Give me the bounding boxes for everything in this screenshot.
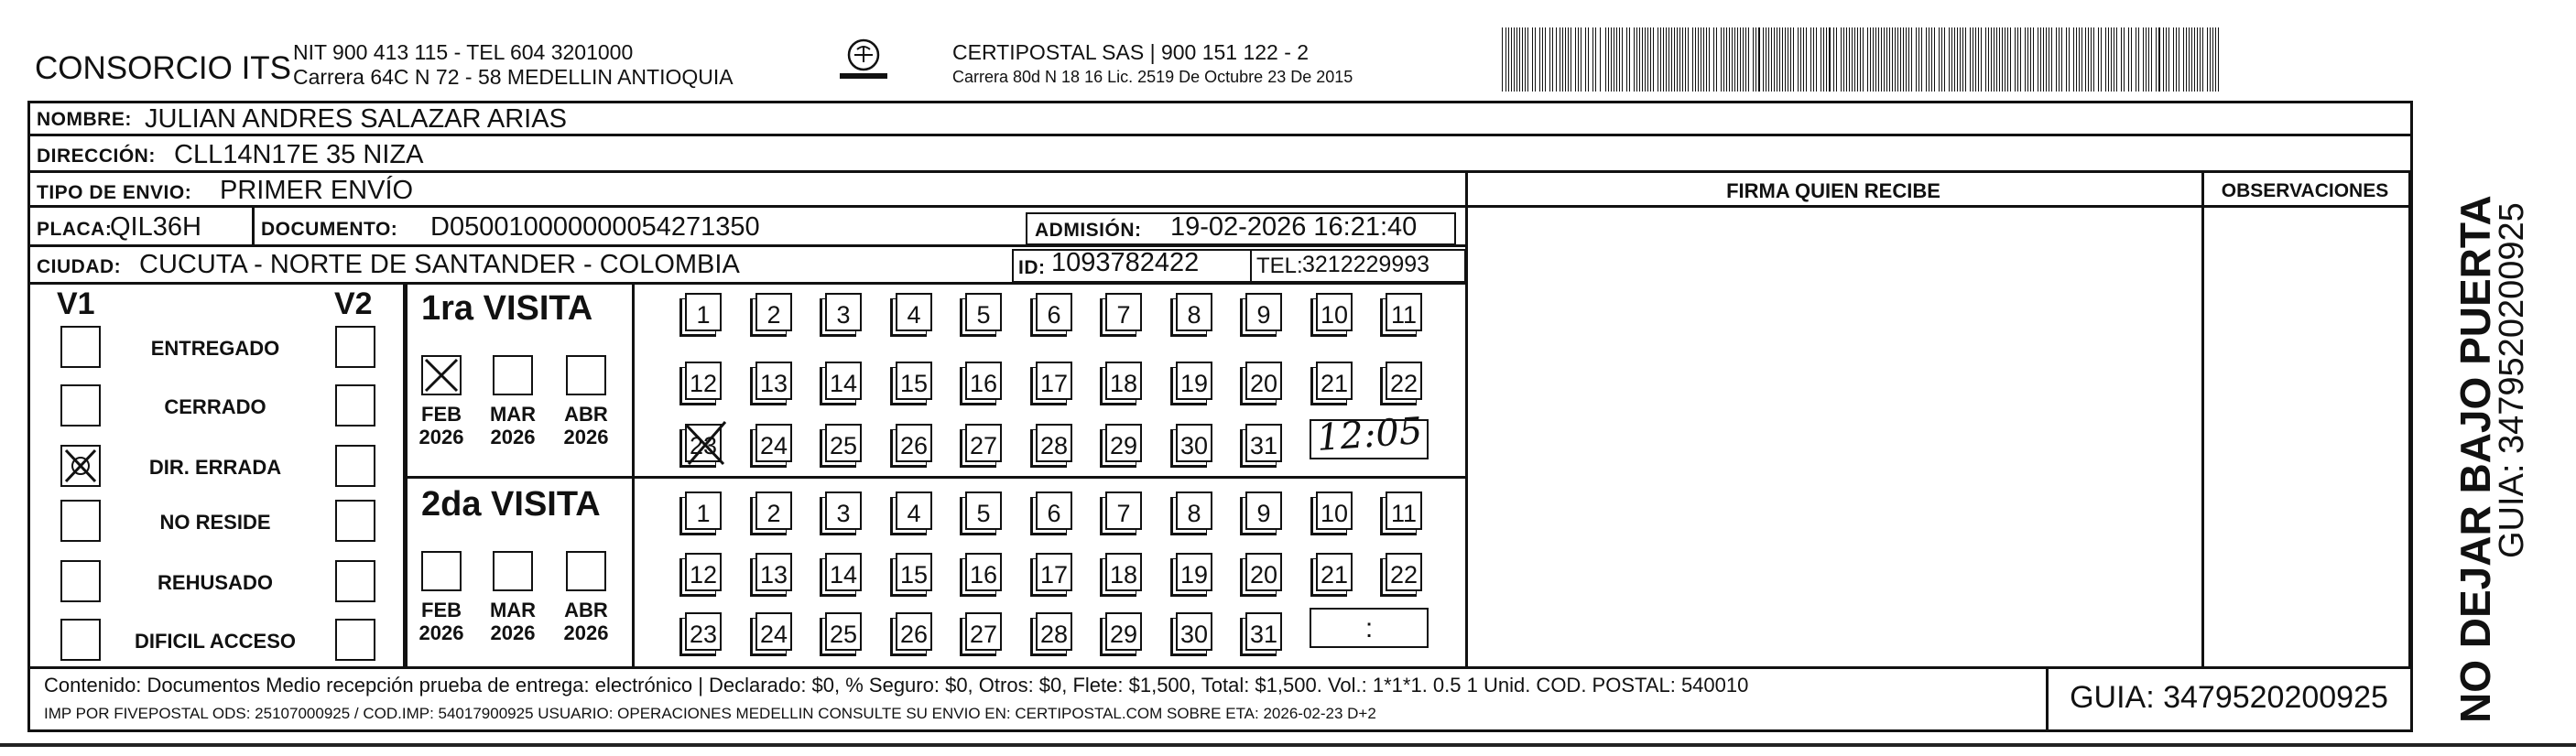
certipostal-logo	[829, 37, 898, 88]
month-name: FEB	[421, 599, 462, 621]
day-number: 21	[1320, 370, 1349, 397]
carrier-name: CERTIPOSTAL SAS | 900 151 122 - 2	[952, 40, 1310, 64]
day-number: 22	[1389, 561, 1418, 589]
second-visit-day-box[interactable]	[1036, 553, 1072, 591]
page-edge	[0, 743, 2576, 747]
first-visit-month-label	[485, 403, 540, 449]
day-number: 2	[766, 301, 781, 329]
admision-value: 19-02-2026 16:21:40	[1170, 212, 1418, 242]
day-number: 2	[766, 500, 781, 527]
day-number: 31	[1249, 621, 1278, 648]
day-number: 7	[1116, 500, 1131, 527]
documento-value: D050010000000054271350	[430, 212, 760, 242]
second-visit-day-box[interactable]	[755, 553, 792, 591]
month-name: FEB	[421, 403, 462, 426]
id-label: ID:	[1018, 257, 1046, 278]
first-visit-day-box[interactable]	[896, 424, 932, 462]
second-visit-day-box[interactable]	[1316, 553, 1353, 591]
status-option-label: NO RESIDE	[159, 511, 271, 534]
second-visit-day-box[interactable]	[755, 491, 792, 530]
second-visit-month-checkbox-abr[interactable]	[566, 551, 606, 591]
day-number: 17	[1039, 370, 1069, 397]
day-number: 14	[829, 561, 858, 589]
day-number: 18	[1109, 561, 1138, 589]
day-number: 13	[759, 370, 788, 397]
day-number: 9	[1256, 301, 1271, 329]
month-year: 2026	[563, 426, 609, 449]
day-number: 8	[1187, 500, 1201, 527]
first-visit-day-box[interactable]	[755, 362, 792, 400]
day-number: 27	[969, 621, 998, 648]
row-divider	[27, 170, 2413, 173]
first-visit-day-box[interactable]	[1176, 362, 1212, 400]
company-nit: NIT 900 413 115 - TEL 604 3201000	[293, 40, 634, 64]
second-visit-day-box[interactable]	[896, 553, 932, 591]
first-visit-day-box[interactable]	[896, 362, 932, 400]
first-visit-day-box[interactable]	[685, 362, 722, 400]
direccion-value: CLL14N17E 35 NIZA	[174, 140, 424, 169]
barcode	[1502, 27, 2225, 92]
day-number: 1	[696, 500, 711, 527]
ciudad-label: CIUDAD:	[37, 256, 122, 277]
v1-checkbox[interactable]	[60, 326, 101, 368]
day-number: 20	[1249, 561, 1278, 589]
second-visit-day-box[interactable]	[1105, 491, 1142, 530]
day-number: 11	[1390, 301, 1418, 329]
day-number: 3	[836, 500, 851, 527]
second-visit-day-box[interactable]	[896, 612, 932, 651]
day-number: 10	[1320, 500, 1349, 527]
second-visit-day-box[interactable]	[1036, 491, 1072, 530]
firma-left-border	[1465, 170, 1468, 666]
day-number: 30	[1179, 621, 1209, 648]
v1-checkbox-checked[interactable]	[60, 445, 101, 487]
first-visit-day-box[interactable]	[1316, 293, 1353, 331]
first-visit-month-checkbox-mar[interactable]	[493, 355, 533, 395]
day-number: 31	[1249, 432, 1278, 459]
day-number: 25	[829, 621, 858, 648]
second-visit-day-box[interactable]	[1386, 553, 1422, 591]
day-number: 4	[907, 301, 921, 329]
first-visit-month-label	[559, 403, 614, 449]
day-number: 8	[1187, 301, 1201, 329]
ciudad-value: CUCUTA - NORTE DE SANTANDER - COLOMBIA	[139, 250, 740, 279]
first-visit-day-box[interactable]	[1316, 362, 1353, 400]
day-number: 5	[976, 500, 991, 527]
second-visit-day-box[interactable]	[965, 553, 1002, 591]
day-number: 28	[1039, 621, 1069, 648]
second-visit-month-checkbox-feb[interactable]	[421, 551, 462, 591]
day-number: 9	[1256, 500, 1271, 527]
first-visit-day-box[interactable]	[1036, 424, 1072, 462]
day-number: 7	[1116, 301, 1131, 329]
first-visit-day-box[interactable]	[1036, 362, 1072, 400]
first-visit-month-checkbox-feb[interactable]	[421, 355, 462, 395]
second-visit-day-box[interactable]	[1176, 553, 1212, 591]
second-visit-time: :	[1364, 613, 1374, 643]
day-number: 14	[829, 370, 858, 397]
day-number: 28	[1039, 432, 1069, 459]
day-mark	[681, 418, 731, 470]
admision-label: ADMISIÓN:	[1035, 220, 1142, 241]
tel-label: TEL:	[1256, 254, 1303, 278]
status-option-label: DIFICIL ACCESO	[134, 630, 296, 653]
day-number: 22	[1389, 370, 1418, 397]
observaciones-header: OBSERVACIONES	[2221, 180, 2389, 201]
day-number: 26	[899, 432, 929, 459]
day-number: 27	[969, 432, 998, 459]
day-number: 25	[829, 432, 858, 459]
footer-divider	[27, 666, 2413, 669]
second-visit-day-box[interactable]	[1245, 612, 1282, 651]
nombre-label: NOMBRE:	[37, 109, 132, 130]
day-number: 13	[759, 561, 788, 589]
second-visit-month-checkbox-mar[interactable]	[493, 551, 533, 591]
first-visit-day-box[interactable]	[1176, 424, 1212, 462]
second-visit-day-box[interactable]	[685, 553, 722, 591]
month-year: 2026	[563, 621, 609, 645]
v2-checkbox[interactable]	[335, 500, 375, 542]
nombre-value: JULIAN ANDRES SALAZAR ARIAS	[145, 104, 567, 134]
placa-value: QIL36H	[110, 212, 201, 242]
tipo-envio-value: PRIMER ENVÍO	[220, 176, 414, 205]
second-visit-day-box[interactable]	[1176, 491, 1212, 530]
second-visit-month-label	[485, 599, 540, 645]
first-visit-day-box[interactable]	[825, 424, 862, 462]
row-divider	[1465, 205, 2413, 208]
second-visit-day-box[interactable]	[755, 612, 792, 651]
day-number: 12	[689, 370, 718, 397]
month-year: 2026	[490, 621, 536, 645]
first-visit-day-box[interactable]	[1176, 293, 1212, 331]
first-visit-day-box[interactable]	[755, 293, 792, 331]
month-name: MAR	[489, 403, 537, 426]
day-number: 23	[689, 621, 718, 648]
month-name: MAR	[489, 599, 537, 621]
day-number: 6	[1047, 301, 1061, 329]
v1-checkbox[interactable]	[60, 619, 101, 661]
second-visit-day-box[interactable]	[1245, 491, 1282, 530]
first-visit-day-box[interactable]	[965, 293, 1002, 331]
first-visit-day-box[interactable]	[1386, 293, 1422, 331]
second-visit-day-box[interactable]	[1105, 553, 1142, 591]
v2-checkbox[interactable]	[335, 560, 375, 602]
month-name: ABR	[564, 599, 608, 621]
status-option-label: ENTREGADO	[150, 337, 280, 360]
first-visit-day-box[interactable]	[1105, 424, 1142, 462]
footer-guia: GUIA: 3479520200925	[2070, 680, 2388, 715]
second-visit-month-label	[414, 599, 469, 645]
second-visit-day-box[interactable]	[1105, 612, 1142, 651]
day-number: 29	[1109, 432, 1138, 459]
second-visit-month-label	[559, 599, 614, 645]
day-number: 21	[1320, 561, 1349, 589]
first-visit-day-box[interactable]	[1386, 362, 1422, 400]
id-value: 1093782422	[1051, 248, 1200, 277]
row-divider	[27, 205, 1465, 208]
second-visit-day-box[interactable]	[1316, 491, 1353, 530]
first-visit-day-box[interactable]	[685, 293, 722, 331]
day-number: 15	[899, 561, 929, 589]
first-visit-title: 1ra VISITA	[421, 289, 593, 328]
first-visit-time: 12:05	[1315, 410, 1424, 459]
v2-checkbox[interactable]	[335, 445, 375, 487]
second-visit-day-box[interactable]	[825, 491, 862, 530]
first-visit-day-box-marked[interactable]	[685, 424, 722, 462]
footer-contenido: Contenido: Documentos Medio recepción prueba de entrega: electrónico | Declarado: $0, % Seguro: $0, Otros: $0, Flete: $1,500, Total: $1,500. Vol.: 1*1*1. 0.5 1 Unid. COD. POSTAL: 540010	[44, 674, 1749, 697]
v2-checkbox[interactable]	[335, 384, 375, 427]
first-visit-day-box[interactable]	[1245, 424, 1282, 462]
second-visit-day-box[interactable]	[1176, 612, 1212, 651]
v1-header: V1	[57, 286, 95, 321]
second-visit-day-box[interactable]	[1245, 553, 1282, 591]
status-option-label: CERRADO	[164, 395, 266, 418]
footer-imp: IMP POR FIVEPOSTAL ODS: 25107000925 / COD.IMP: 54017900925 USUARIO: OPERACIONES MEDELLIN CONSULTE SU ENVIO EN: CERTIPOSTAL.COM SOBRE ETA: 2026-02-23 D+2	[44, 705, 1376, 722]
visits-divider	[403, 476, 1465, 479]
second-visit-day-box[interactable]	[896, 491, 932, 530]
second-visit-day-box[interactable]	[1386, 491, 1422, 530]
row-divider	[27, 134, 2413, 136]
day-number: 5	[976, 301, 991, 329]
first-visit-day-box[interactable]	[1105, 362, 1142, 400]
company-address: Carrera 64C N 72 - 58 MEDELLIN ANTIOQUIA	[293, 65, 734, 89]
day-number: 29	[1109, 621, 1138, 648]
day-number: 19	[1179, 561, 1209, 589]
first-visit-month-label	[414, 403, 469, 449]
day-number: 17	[1039, 561, 1069, 589]
first-visit-day-box[interactable]	[1245, 362, 1282, 400]
v2-checkbox[interactable]	[335, 619, 375, 661]
first-visit-day-box[interactable]	[755, 424, 792, 462]
documento-label: DOCUMENTO:	[261, 219, 398, 240]
second-visit-title: 2da VISITA	[421, 485, 601, 524]
day-number: 20	[1249, 370, 1278, 397]
tel-value: 3212229993	[1302, 252, 1430, 277]
day-number: 30	[1179, 432, 1209, 459]
second-visit-day-box[interactable]	[825, 612, 862, 651]
day-number: 18	[1109, 370, 1138, 397]
carrier-license: Carrera 80d N 18 16 Lic. 2519 De Octubre 23 De 2015	[952, 68, 1353, 86]
v2-header: V2	[334, 286, 373, 321]
direccion-label: DIRECCIÓN:	[37, 146, 156, 167]
day-number: 24	[759, 432, 788, 459]
months-days-divider	[632, 282, 635, 666]
day-number: 19	[1179, 370, 1209, 397]
month-year: 2026	[490, 426, 536, 449]
v2-checkbox[interactable]	[335, 326, 375, 368]
first-visit-day-box[interactable]	[965, 362, 1002, 400]
company-name: CONSORCIO ITS	[35, 50, 292, 86]
first-visit-day-box[interactable]	[965, 424, 1002, 462]
day-number: 16	[969, 370, 998, 397]
observaciones-left-border	[2201, 170, 2204, 666]
day-number: 15	[899, 370, 929, 397]
day-number: 12	[689, 561, 718, 589]
first-visit-day-box[interactable]	[1245, 293, 1282, 331]
day-number: 3	[836, 301, 851, 329]
day-number: 24	[759, 621, 788, 648]
second-visit-day-box[interactable]	[825, 553, 862, 591]
first-visit-day-box[interactable]	[825, 293, 862, 331]
status-option-label: DIR. ERRADA	[148, 456, 282, 479]
day-number: 4	[907, 500, 921, 527]
placa-label: PLACA:	[37, 219, 113, 240]
v1-checkbox[interactable]	[60, 500, 101, 542]
side-warning: NO DEJAR BAJO PUERTA	[2451, 195, 2499, 723]
day-number: 6	[1047, 500, 1061, 527]
v1-checkbox[interactable]	[60, 384, 101, 427]
day-number: 16	[969, 561, 998, 589]
status-option-label: REHUSADO	[158, 571, 273, 594]
month-year: 2026	[418, 426, 464, 449]
second-visit-day-box[interactable]	[1036, 612, 1072, 651]
tipo-envio-label: TIPO DE ENVIO:	[37, 182, 192, 203]
side-guia: GUIA: 3479520200925	[2493, 202, 2531, 558]
firma-header: FIRMA QUIEN RECIBE	[1726, 179, 1940, 202]
first-visit-day-box[interactable]	[825, 362, 862, 400]
month-year: 2026	[418, 621, 464, 645]
v1-checkbox[interactable]	[60, 560, 101, 602]
status-visits-divider	[403, 282, 408, 666]
second-visit-day-box[interactable]	[685, 612, 722, 651]
day-number: 1	[696, 301, 711, 329]
placa-divider	[252, 205, 255, 244]
second-visit-day-box[interactable]	[965, 612, 1002, 651]
observaciones-right-border	[2408, 170, 2411, 666]
first-visit-month-checkbox-abr[interactable]	[566, 355, 606, 395]
first-visit-day-box[interactable]	[1105, 293, 1142, 331]
second-visit-day-box[interactable]	[965, 491, 1002, 530]
day-number: 11	[1390, 500, 1418, 527]
day-number: 26	[899, 621, 929, 648]
second-visit-day-box[interactable]	[685, 491, 722, 530]
month-name: ABR	[564, 403, 608, 426]
first-visit-day-box[interactable]	[896, 293, 932, 331]
first-visit-day-box[interactable]	[1036, 293, 1072, 331]
day-number: 10	[1320, 301, 1349, 329]
day-number: 23	[689, 432, 718, 459]
